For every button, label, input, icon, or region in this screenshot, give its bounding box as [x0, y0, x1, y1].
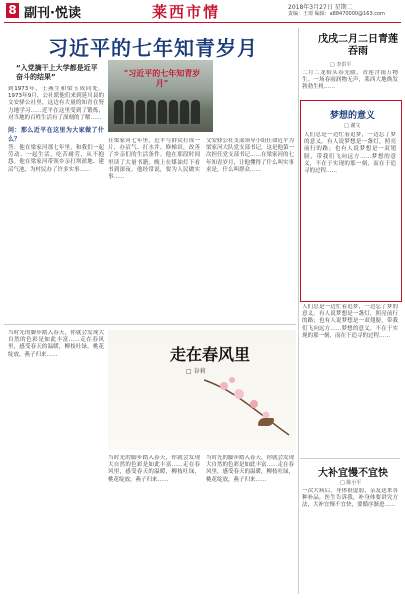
issue-date: 2018年3月27日 星期二 — [288, 4, 353, 11]
main-article-col3-text: 文安驿公社支部领导小组任命近平为梁家河大队党支部书记，这是他第一次担任党支部书记……在梁家河的七年知青岁月，让他懂得了什么叫实事求是，什么叫群众…… — [206, 138, 294, 173]
poem-divider — [300, 458, 400, 459]
page-header — [0, 0, 405, 24]
header-rule — [4, 22, 401, 23]
boxed-article-body: 人们总是一边忙着追梦，一边忘了梦的意义。有人说梦想是一盏灯，照亮前行的路；也有人说梦想是一双翅膀，带我们飞向远方……梦想的意义，不在于实现的那一刻，而在于追寻的过程…… — [304, 132, 396, 175]
group-photo-people — [114, 100, 208, 128]
editor-info: 责编：王璟 编辑：a88470000@163.com — [288, 11, 385, 17]
photo-caption: “习近平的七年知青岁月” — [123, 68, 201, 88]
right-column-continuation: 人们总是一边忙着追梦，一边忘了梦的意义。有人说梦想是一盏灯，照亮前行的路；也有人说梦想是一双翅膀，带我们飞向远方……梦想的意义，不在于实现的那一刻，而在于追寻的过程…… — [302, 304, 398, 339]
poem-article-author: □ 陈小平 — [340, 480, 362, 486]
boxed-article-title: 梦想的意义 — [330, 111, 376, 121]
art-article-title: 走在春风里 — [170, 345, 251, 364]
side-article-body: 二月二龙抬头春光暖，青莲含雨万物生。一场春雨润物无声，莱西大地焕发勃勃生机…… — [302, 70, 398, 91]
art-article-column-2: 当时光的脚步踏入春天，你就会发现大自然的色彩是如此丰富……走在春风里，感受春天的温暖，柳枝吐绿，桃花绽放，燕子归来…… — [108, 455, 200, 483]
art-article-column-3: 当时光的脚步踏入春天，你就会发现大自然的色彩是如此丰富……走在春风里，感受春天的温暖，柳枝吐绿，桃花绽放，燕子归来…… — [206, 455, 294, 483]
blossom-branch-icon — [204, 370, 294, 440]
article-photo — [108, 60, 213, 132]
main-article-title: 习近平的七年知青岁月 — [48, 36, 258, 60]
main-article-question: 问：那么近平在这里为大家做了什么？ — [8, 127, 104, 144]
section-name: 副刊·悦读 — [24, 6, 81, 21]
art-article-author: □ 谷莉 — [186, 368, 206, 375]
side-article-author: □ 李洪平 — [330, 62, 352, 68]
boxed-article-author: □ 谢文 — [344, 123, 361, 129]
newspaper-name: 莱西市情 — [152, 3, 221, 21]
main-article-col1b-text: 答：他在梁家河那七年里，和我们一起劳动、一起生活，吃苦耐劳，从不抱怨。他在梁家河带领乡亲打坝淤地、建沼气池，为村民办了许多实事…… — [8, 145, 104, 173]
main-article-column-3 — [206, 138, 294, 321]
main-article-col2-text: 在梁家河七年里，近平与群众打成一片，办沼气、打水井、修梯田，改善了乡亲们的生活条件。他在那段时间里读了大量书籍，晚上在煤油灯下看书到深夜。他经常说，要为人民做实事…… — [108, 138, 200, 181]
column-divider — [298, 28, 299, 594]
art-article-column-1: 当时光的脚步踏入春天，你就会发现大自然的色彩是如此丰富……走在春风里，感受春天的温暖，柳枝吐绿，桃花绽放，燕子归来…… — [8, 330, 104, 358]
page-number: 8 — [6, 3, 19, 18]
side-article-title: 戊戌二月二日青莲吞雨 — [318, 34, 398, 57]
poem-article-body: 一次大病后，身体很虚弱，亲友送来各种补品，医生告诉我，补身体要讲究方法，大补宜慢不宜快，要循序渐进…… — [302, 488, 398, 509]
main-article-column-2 — [108, 138, 200, 321]
art-illustration — [108, 330, 296, 450]
poem-article-title: 大补宜慢不宜快 — [318, 468, 388, 479]
main-article-column-1 — [8, 86, 104, 321]
main-article-lead: “入党摘干上大学都是近平奋斗的结果” — [16, 64, 98, 81]
section-divider — [4, 324, 296, 325]
main-article-col1-text: 到1973年，王燕生和梁玉成同处。1973年9月，公社派他们来到延川县的文安驿公社里，这边有大量的知青在努力地学习……近平在这里受到了锻炼，对当地的百姓生活有了深刻的了解…… — [8, 86, 104, 121]
